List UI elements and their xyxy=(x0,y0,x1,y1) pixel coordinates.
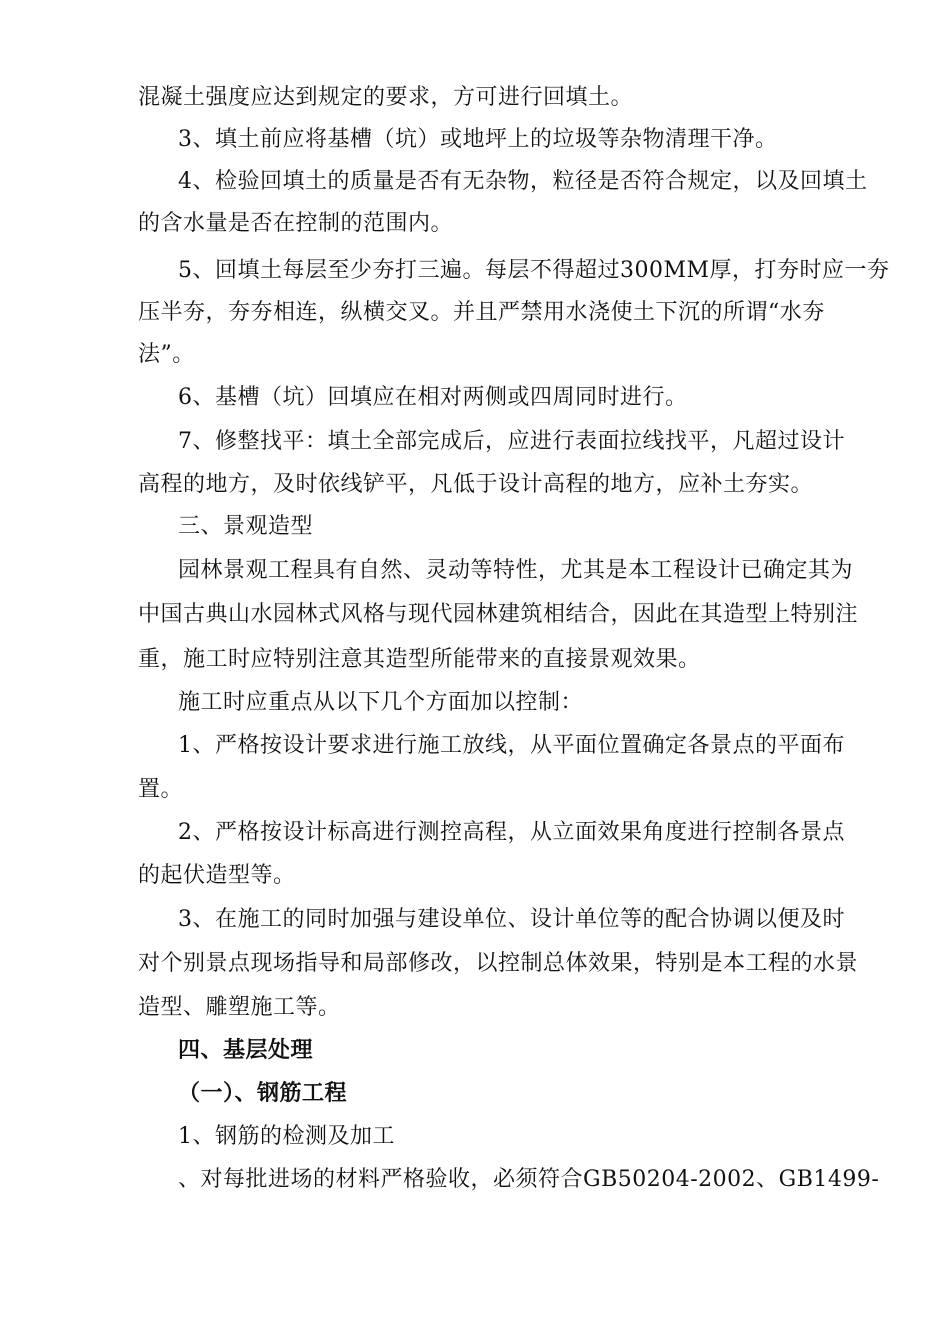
paragraph-line: 置。 xyxy=(138,777,184,802)
paragraph-line: 2、严格按设计标高进行测控高程，从立面效果角度进行控制各景点 xyxy=(178,820,845,845)
paragraph-line: 施工时应重点从以下几个方面加以控制： xyxy=(178,690,584,715)
paragraph-line: 5、回填土每层至少夯打三遍。每层不得超过300MM厚，打夯时应一夯 xyxy=(178,258,890,283)
paragraph-line: 6、基槽（坑）回填应在相对两侧或四周同时进行。 xyxy=(178,385,688,410)
paragraph-line: 法”。 xyxy=(138,342,195,367)
paragraph-line: 的起伏造型等。 xyxy=(138,863,296,888)
paragraph-line: 重，施工时应特别注意其造型所能带来的直接景观效果。 xyxy=(138,647,701,672)
paragraph-line: 压半夯，夯夯相连，纵横交叉。并且严禁用水浇使土下沉的所谓“水夯 xyxy=(138,300,825,325)
section-heading: 四、基层处理 xyxy=(178,1038,314,1063)
paragraph-line: 对个别景点现场指导和局部修改，以控制总体效果，特别是本工程的水景 xyxy=(138,951,859,976)
paragraph-line: 1、钢筋的检测及加工 xyxy=(178,1124,395,1149)
paragraph-line: 4、检验回填土的质量是否有无杂物，粒径是否符合规定，以及回填土 xyxy=(178,169,868,194)
paragraph-line: 1、严格按设计要求进行施工放线，从平面位置确定各景点的平面布 xyxy=(178,733,845,758)
paragraph-line: 园林景观工程具有自然、灵动等特性，尤其是本工程设计已确定其为 xyxy=(178,558,854,583)
subsection-heading: （一）、钢筋工程 xyxy=(178,1081,348,1106)
paragraph-line: 造型、雕塑施工等。 xyxy=(138,995,341,1020)
paragraph-line: 的含水量是否在控制的范围内。 xyxy=(138,211,454,236)
paragraph-line: 中国古典山水园林式风格与现代园林建筑相结合，因此在其造型上特别注 xyxy=(138,602,859,627)
paragraph-line: 混凝土强度应达到规定的要求，方可进行回填土。 xyxy=(138,85,634,110)
paragraph-line: 高程的地方，及时依线铲平，凡低于设计高程的地方，应补土夯实。 xyxy=(138,472,814,497)
paragraph-line: 7、修整找平：填土全部完成后，应进行表面拉线找平，凡超过设计 xyxy=(178,429,845,454)
paragraph-line: 3、在施工的同时加强与建设单位、设计单位等的配合协调以便及时 xyxy=(178,907,845,932)
paragraph-line: 3、填土前应将基槽（坑）或地坪上的垃圾等杂物清理干净。 xyxy=(178,127,778,152)
section-heading: 三、景观造型 xyxy=(178,514,314,539)
paragraph-line: 、对每批进场的材料严格验收，必须符合GB50204-2002、GB1499- xyxy=(178,1167,880,1192)
